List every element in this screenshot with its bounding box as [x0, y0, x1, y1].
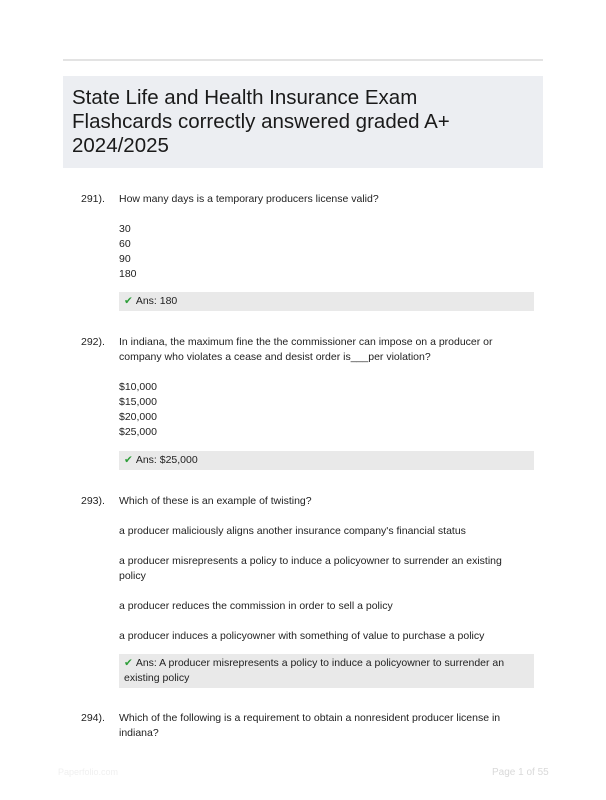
option: 60	[119, 238, 131, 250]
document-title-box	[63, 76, 543, 168]
page-number: Page 1 of 55	[492, 767, 549, 778]
option: 30	[119, 223, 131, 235]
check-icon: ✔	[124, 295, 133, 307]
option: 90	[119, 253, 131, 265]
footer-watermark: Paperfolio.com	[58, 767, 119, 777]
question-number: 291).	[81, 193, 105, 205]
question-text: How many days is a temporary producers license valid?	[119, 193, 379, 205]
title-line-2: Flashcards correctly answered graded A+	[72, 110, 450, 133]
question-text: In indiana, the maximum fine the the commissioner can impose on a producer or company who violates a cease and desist order is___per violation?	[119, 336, 493, 363]
question-text: Which of the following is a requirement to obtain a nonresident producer license in indiana?	[119, 712, 501, 739]
answer-box-291	[119, 292, 534, 311]
title-line-3: 2024/2025	[72, 134, 169, 157]
option: $15,000	[119, 396, 157, 408]
option: a producer induces a policyowner with something of value to purchase a policy	[119, 630, 485, 642]
option-list	[119, 524, 529, 644]
option: 180	[119, 268, 137, 280]
option: $10,000	[119, 381, 157, 393]
check-icon: ✔	[124, 454, 133, 466]
question-number: 294).	[81, 712, 105, 724]
answer-box-292	[119, 451, 534, 470]
option: a producer reduces the commission in order to sell a policy	[119, 600, 393, 612]
top-divider	[63, 59, 543, 61]
answer-text: Ans: A producer misrepresents a policy to induce a policyowner to surrender an existing policy	[124, 657, 505, 684]
question-text: Which of these is an example of twisting?	[119, 495, 312, 507]
document-title	[72, 86, 533, 158]
option-list	[119, 222, 529, 282]
option-list	[119, 380, 529, 440]
question-number: 293).	[81, 495, 105, 507]
option: a producer maliciously aligns another insurance company's financial status	[119, 525, 466, 537]
check-icon: ✔	[124, 657, 133, 669]
title-line-1: State Life and Health Insurance Exam	[72, 86, 418, 109]
option: $20,000	[119, 411, 157, 423]
answer-box-293	[119, 654, 534, 688]
answer-text: Ans: 180	[135, 295, 178, 307]
question-number: 292).	[81, 336, 105, 348]
option: $25,000	[119, 426, 157, 438]
answer-text: Ans: $25,000	[135, 454, 198, 466]
option: a producer misrepresents a policy to induce a policyowner to surrender an existing policy	[119, 555, 502, 582]
